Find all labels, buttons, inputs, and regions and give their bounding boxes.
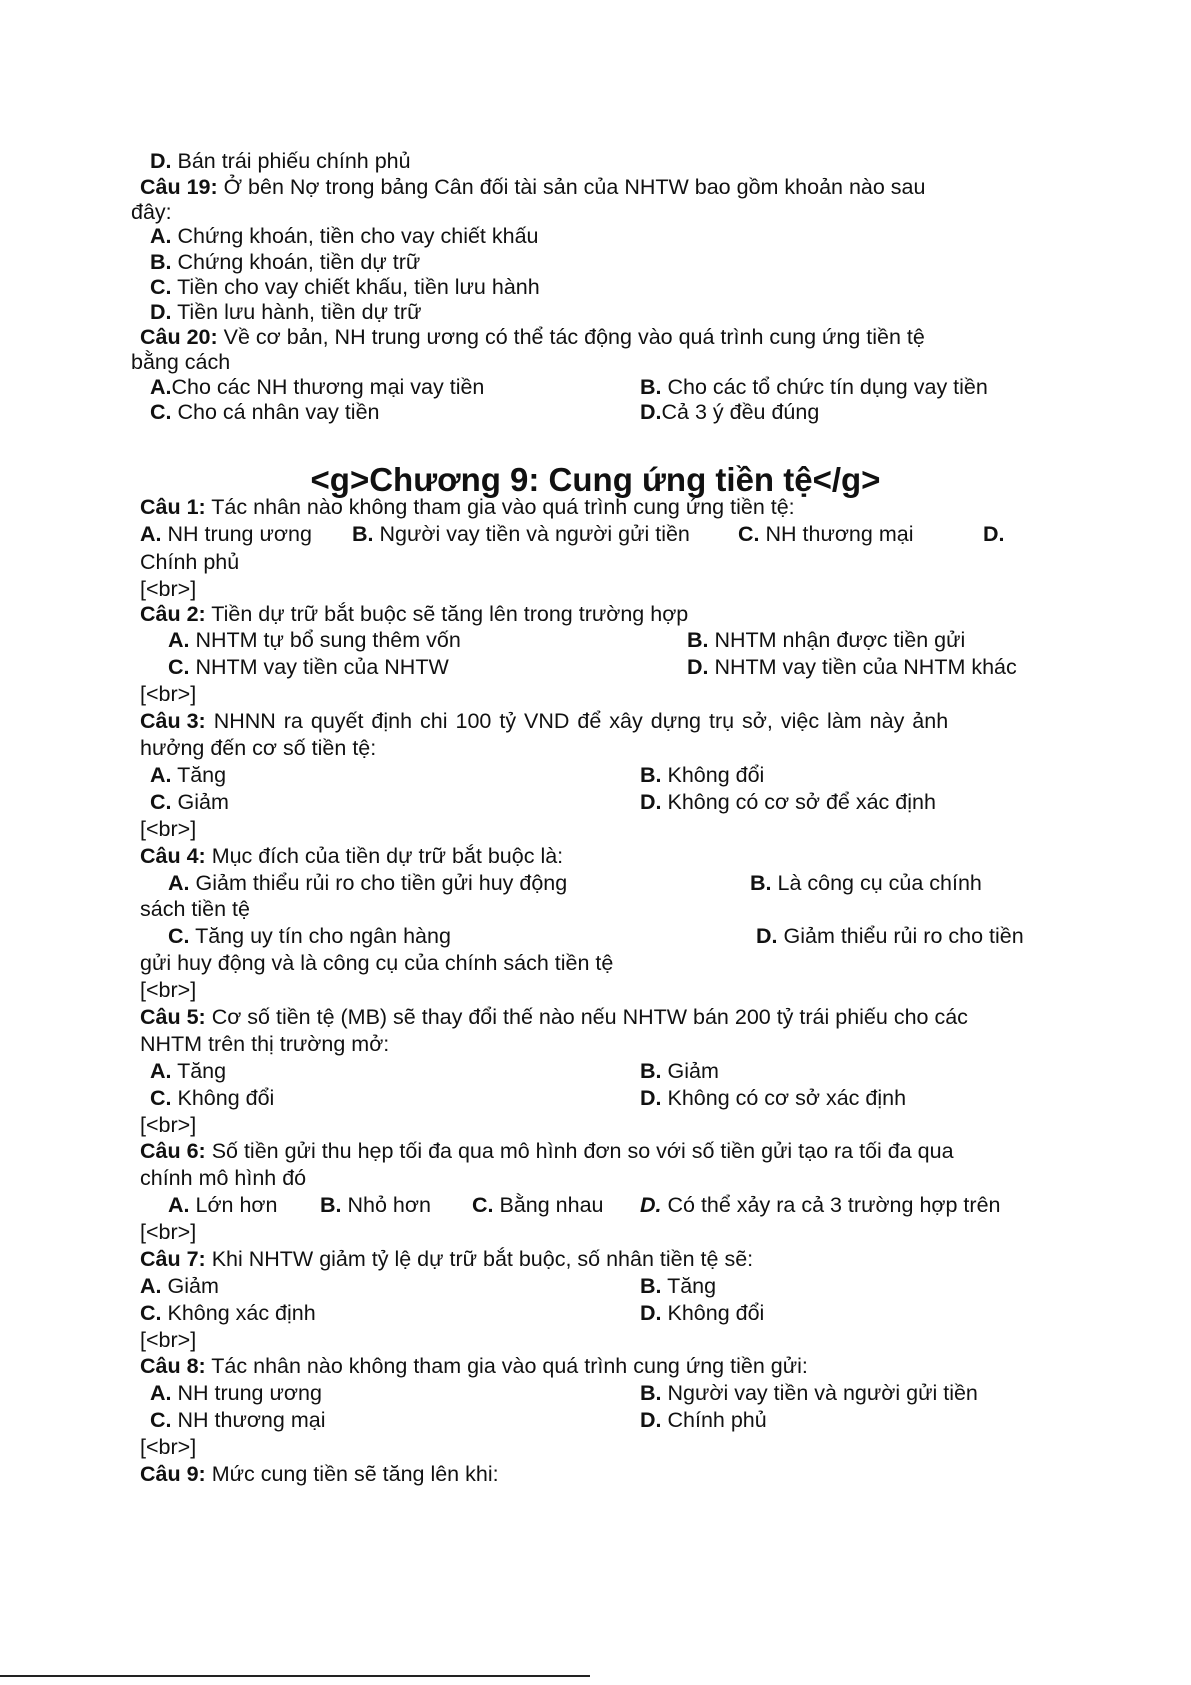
line-break-marker: [<br>] bbox=[140, 817, 197, 841]
option-b: B. Nhỏ hơn bbox=[320, 1193, 431, 1217]
option-d: D. Chính phủ bbox=[640, 1408, 767, 1432]
option-a: A. Tăng bbox=[150, 1059, 227, 1083]
option-b: B. NHTM nhận được tiền gửi bbox=[687, 628, 966, 652]
option-b: B. Cho các tổ chức tín dụng vay tiền bbox=[640, 375, 988, 399]
option-c: C. Cho cá nhân vay tiền bbox=[150, 400, 380, 424]
question-stem: Câu 5: Cơ số tiền tệ (MB) sẽ thay đổi thế nào nếu NHTW bán 200 tỷ trái phiếu cho các bbox=[140, 1005, 968, 1029]
option-d-cont: gửi huy động và là công cụ của chính sách tiền tệ bbox=[140, 951, 614, 975]
option-a: A. Lớn hơn bbox=[168, 1193, 278, 1217]
question-stem: Câu 2: Tiền dự trữ bắt buộc sẽ tăng lên trong trường hợp bbox=[140, 602, 689, 626]
option-a: A. Giảm thiểu rủi ro cho tiền gửi huy động bbox=[168, 871, 568, 895]
question-stem: Câu 1: Tác nhân nào không tham gia vào quá trình cung ứng tiền tệ: bbox=[140, 495, 795, 519]
question-stem: Câu 8: Tác nhân nào không tham gia vào quá trình cung ứng tiền gửi: bbox=[140, 1354, 808, 1378]
question-stem: Câu 3: NHNN ra quyết định chi 100 tỷ VND để xây dựng trụ sở, việc làm này ảnh bbox=[140, 709, 949, 733]
option-d: D. Không có cơ sở để xác định bbox=[640, 790, 936, 814]
option-c: C. Tăng uy tín cho ngân hàng bbox=[168, 924, 451, 948]
option-d: D. Bán trái phiếu chính phủ bbox=[150, 149, 411, 173]
question-stem-cont: bằng cách bbox=[131, 350, 231, 374]
option-b: B. Người vay tiền và người gửi tiền bbox=[640, 1381, 978, 1405]
question-stem: Câu 19: Ở bên Nợ trong bảng Cân đối tài sản của NHTW bao gồm khoản nào sau bbox=[140, 175, 926, 199]
option-a: A. NH trung ương bbox=[140, 522, 312, 546]
option-a: A. NH trung ương bbox=[150, 1381, 322, 1405]
option-a: A. Chứng khoán, tiền cho vay chiết khấu bbox=[150, 224, 539, 248]
option-c: C. Không đổi bbox=[150, 1086, 275, 1110]
line-break-marker: [<br>] bbox=[140, 1220, 197, 1244]
question-stem-cont: chính mô hình đó bbox=[140, 1166, 307, 1190]
option-d: D. Có thể xảy ra cả 3 trường hợp trên bbox=[640, 1193, 1001, 1217]
option-d-text: Chính phủ bbox=[140, 550, 240, 574]
line-break-marker: [<br>] bbox=[140, 1435, 197, 1459]
line-break-marker: [<br>] bbox=[140, 577, 197, 601]
option-c: C. NH thương mại bbox=[738, 522, 914, 546]
option-b: B. Tăng bbox=[640, 1274, 717, 1298]
option-d-label: D. bbox=[983, 522, 1005, 546]
option-d: D. Không đổi bbox=[640, 1301, 765, 1325]
line-break-marker: [<br>] bbox=[140, 1328, 197, 1352]
question-stem: Câu 20: Về cơ bản, NH trung ương có thể tác động vào quá trình cung ứng tiền tệ bbox=[140, 325, 925, 349]
option-a: A. NHTM tự bổ sung thêm vốn bbox=[168, 628, 461, 652]
option-d: D. Tiền lưu hành, tiền dự trữ bbox=[150, 300, 422, 324]
question-stem: Câu 7: Khi NHTW giảm tỷ lệ dự trữ bắt buộc, số nhân tiền tệ sẽ: bbox=[140, 1247, 754, 1271]
line-break-marker: [<br>] bbox=[140, 1113, 197, 1137]
question-stem: Câu 6: Số tiền gửi thu hẹp tối đa qua mô hình đơn so với số tiền gửi tạo ra tối đa qua bbox=[140, 1139, 954, 1163]
option-c: C. Giảm bbox=[150, 790, 229, 814]
option-d: D. Giảm thiểu rủi ro cho tiền bbox=[756, 924, 1024, 948]
option-a: A.Cho các NH thương mại vay tiền bbox=[150, 375, 485, 399]
line-break-marker: [<br>] bbox=[140, 682, 197, 706]
option-c: C. Tiền cho vay chiết khấu, tiền lưu hành bbox=[150, 275, 540, 299]
chapter-title: <g>Chương 9: Cung ứng tiền tệ</g> bbox=[310, 461, 881, 498]
question-stem-cont: NHTM trên thị trường mở: bbox=[140, 1032, 390, 1056]
question-stem-cont: hưởng đến cơ số tiền tệ: bbox=[140, 736, 377, 760]
option-d: D.Cả 3 ý đều đúng bbox=[640, 400, 820, 424]
question-stem-cont: đây: bbox=[131, 200, 172, 224]
option-c: C. NHTM vay tiền của NHTW bbox=[168, 655, 449, 679]
option-a: A. Tăng bbox=[150, 763, 227, 787]
option-b-cont: sách tiền tệ bbox=[140, 897, 250, 921]
option-b: B. Giảm bbox=[640, 1059, 719, 1083]
option-a: A. Giảm bbox=[140, 1274, 219, 1298]
option-c: C. NH thương mại bbox=[150, 1408, 326, 1432]
option-b: B. Người vay tiền và người gửi tiền bbox=[352, 522, 690, 546]
option-d: D. Không có cơ sở xác định bbox=[640, 1086, 907, 1110]
option-d: D. NHTM vay tiền của NHTM khác bbox=[687, 655, 1017, 679]
line-break-marker: [<br>] bbox=[140, 978, 197, 1002]
option-b: B. Không đổi bbox=[640, 763, 765, 787]
option-c: C. Không xác định bbox=[140, 1301, 316, 1325]
footer-divider bbox=[0, 1675, 590, 1677]
question-stem: Câu 9: Mức cung tiền sẽ tăng lên khi: bbox=[140, 1462, 499, 1486]
option-b: B. Chứng khoán, tiền dự trữ bbox=[150, 250, 421, 274]
option-b: B. Là công cụ của chính bbox=[750, 871, 982, 895]
question-stem: Câu 4: Mục đích của tiền dự trữ bắt buộc là: bbox=[140, 844, 564, 868]
option-c: C. Bằng nhau bbox=[472, 1193, 604, 1217]
